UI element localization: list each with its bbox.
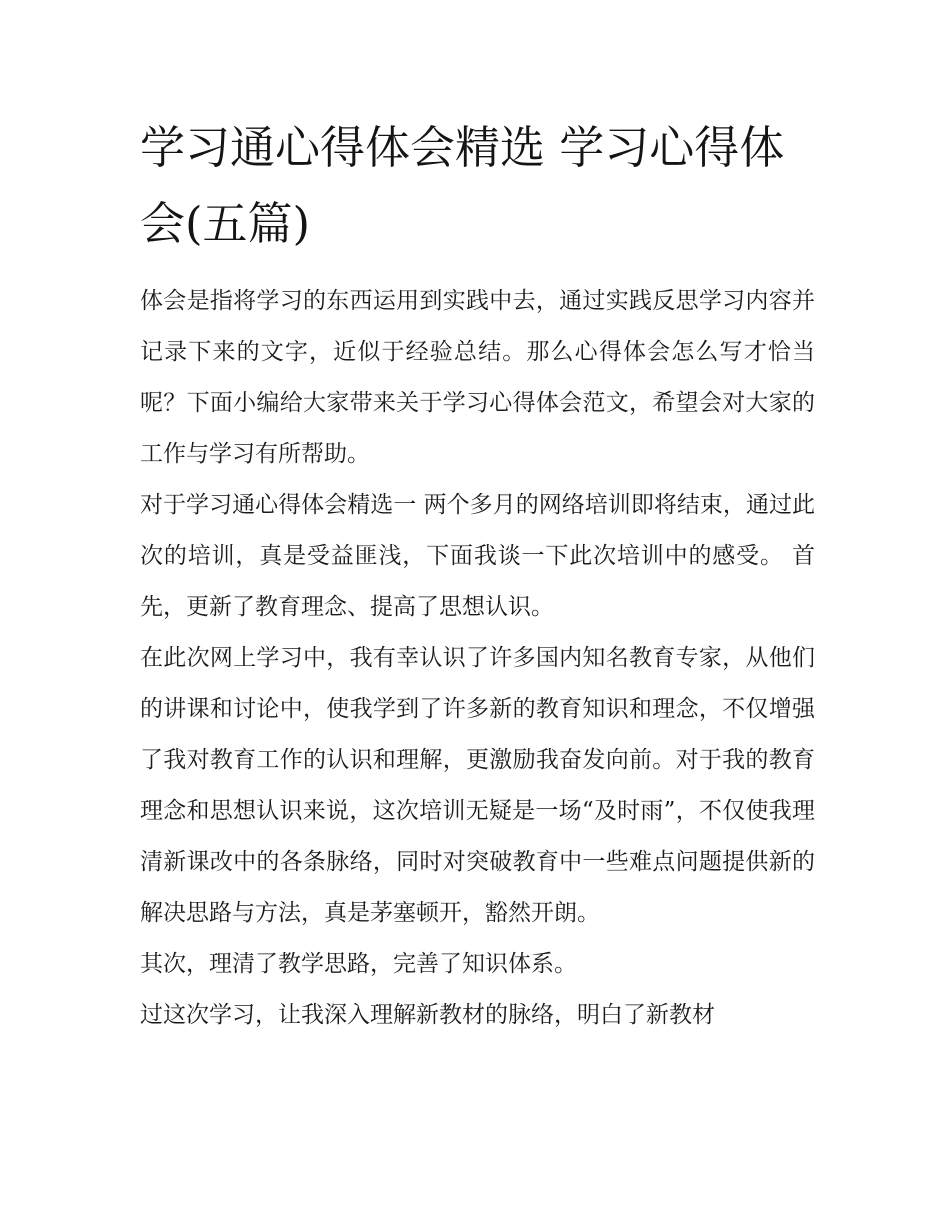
paragraph-intro: 体会是指将学习的东西运用到实践中去，通过实践反思学习内容并记录下来的文字，近似于经验总结。那么心得体会怎么写才恰当呢？下面小编给大家带来关于学习心得体会范文，希望会对大家的工作与学习有所帮助。 bbox=[140, 288, 815, 467]
paragraph-4: 过这次学习，让我深入理解新教材的脉络，明白了新教材 bbox=[140, 1002, 715, 1028]
document-body bbox=[140, 110, 815, 1041]
paragraph-3: 其次，理清了教学思路，完善了知识体系。 bbox=[140, 951, 577, 977]
document-title: 学习通心得体会精选 学习心得体会(五篇) bbox=[140, 121, 785, 250]
paragraph-2: 在此次网上学习中，我有幸认识了许多国内知名教育专家，从他们的讲课和讨论中，使我学到了许多新的教育知识和理念，不仅增强了我对教育工作的认识和理解，更激励我奋发向前。对于我的教育理念和思想认识来说，这次培训无疑是一场“及时雨”，不仅使我理清新课改中的各条脉络，同时对突破教育中一些难点问题提供新的解决思路与方法，真是茅塞顿开，豁然开朗。 bbox=[140, 645, 815, 926]
paragraph-1: 对于学习通心得体会精选一 两个多月的网络培训即将结束，通过此次的培训，真是受益匪浅，下面我谈一下此次培训中的感受。 首先，更新了教育理念、提高了思想认识。 bbox=[140, 492, 815, 620]
